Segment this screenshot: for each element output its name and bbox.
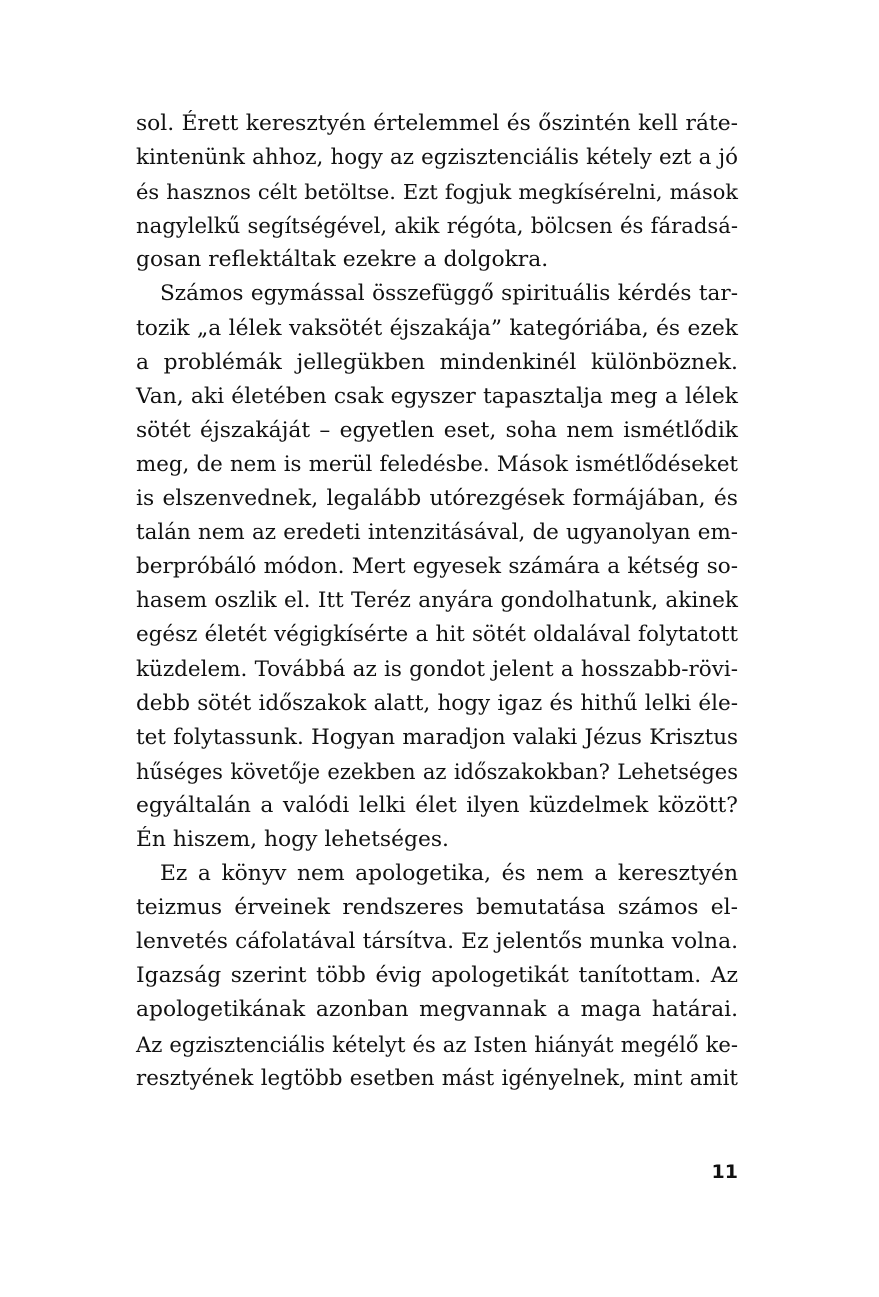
- text-line: sol. Érett keresztyén értelemmel és őszintén kell ráte-: [136, 111, 738, 136]
- text-line: hűséges követője ezekben az időszakokban? Lehetséges: [136, 758, 738, 784]
- text-line: tet folytassunk. Hogyan maradjon valaki Jézus Krisztus: [136, 724, 738, 750]
- text-line: kintenünk ahhoz, hogy az egzisztenciális kétely ezt a jó: [136, 145, 738, 171]
- text-line: Igazság szerint több évig apologetikát tanítottam. Az: [136, 963, 738, 989]
- text-line: Ez a könyv nem apologetika, és nem a keresztyén: [160, 861, 738, 887]
- text-line: küzdelem. Továbbá az is gondot jelent a hosszabb-rövi-: [136, 656, 738, 682]
- text-line: teizmus érveinek rendszeres bemutatása számos el-: [136, 895, 738, 921]
- text-line: tozik „a lélek vaksötét éjszakája” kategóriába, és ezek: [136, 315, 738, 341]
- text-line: hasem oszlik el. Itt Teréz anyára gondolhatunk, akinek: [136, 588, 738, 614]
- text-line: talán nem az eredeti intenzitásával, de ugyanolyan em-: [136, 520, 738, 546]
- text-line: debb sötét időszakok alatt, hogy igaz és hithű lelki éle-: [136, 690, 738, 716]
- text-line: apologetikának azonban megvannak a maga határai.: [136, 997, 738, 1023]
- text-line: Van, aki életében csak egyszer tapasztalja meg a lélek: [136, 383, 738, 409]
- text-line: nagylelkű segítségével, akik régóta, bölcsen és fáradsá-: [136, 213, 738, 239]
- text-line: lenvetés cáfolatával társítva. Ez jelentős munka volna.: [136, 929, 738, 955]
- text-line: sötét éjszakáját – egyetlen eset, soha nem ismétlődik: [136, 417, 738, 443]
- text-line: berpróbáló módon. Mert egyesek számára a kétség so-: [136, 554, 738, 580]
- paragraph: [136, 277, 738, 857]
- text-line: Én hiszem, hogy lehetséges.: [136, 826, 449, 852]
- text-line: egyáltalán a valódi lelki élet ilyen küzdelmek között?: [136, 792, 738, 818]
- text-line: gosan reflektáltak ezekre a dolgokra.: [136, 247, 549, 273]
- text-line: és hasznos célt betöltse. Ezt fogjuk megkísérelni, mások: [136, 180, 738, 205]
- paragraph: [136, 857, 738, 1096]
- text-line: Számos egymással összefüggő spirituális kérdés tar-: [160, 281, 738, 307]
- text-line: a problémák jellegükben mindenkinél különböznek.: [136, 349, 738, 375]
- text-line: meg, de nem is merül feledésbe. Mások ismétlődéseket: [136, 451, 738, 477]
- text-line: egész életét végigkísérte a hit sötét oldalával folytatott: [136, 622, 738, 648]
- text-line: resztyének legtöbb esetben mást igényelnek, mint amit: [136, 1065, 738, 1091]
- paragraph: [136, 107, 738, 277]
- text-line: Az egzisztenciális kételyt és az Isten hiányát megélő ke-: [136, 1031, 738, 1057]
- body-text: [136, 107, 738, 1096]
- text-line: is elszenvednek, legalább utórezgések formájában, és: [136, 486, 738, 512]
- page-number: 11: [711, 1161, 738, 1183]
